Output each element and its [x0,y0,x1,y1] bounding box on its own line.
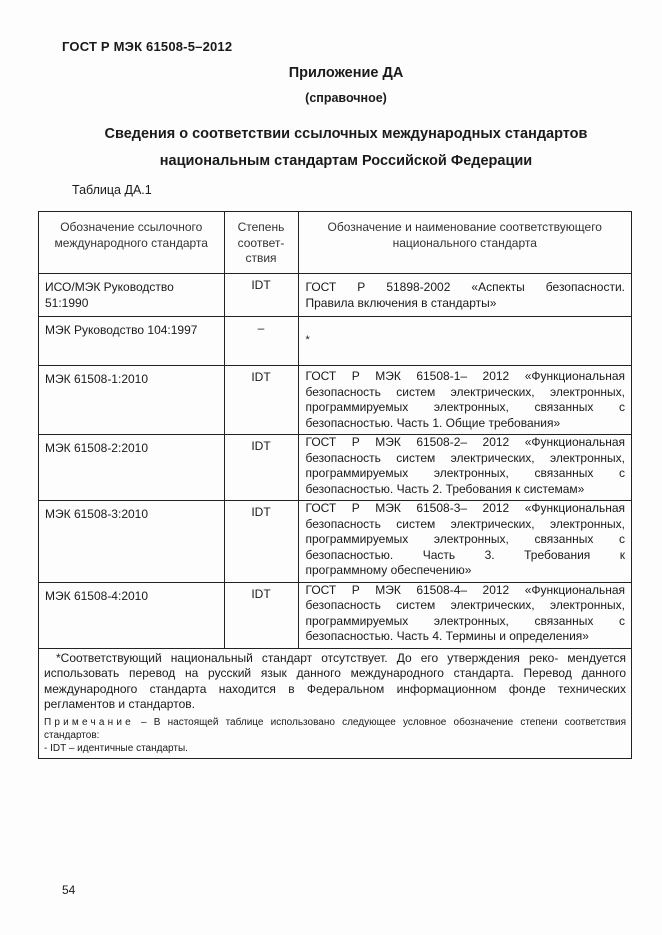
national-line: ГОСТ Р 51898-2002 «Аспекты безопасности. [305,280,625,294]
cell-international: ИСО/МЭК Руководство 51:1990 [39,274,224,317]
cell-national [298,366,631,435]
table-row [39,501,631,583]
note-text: – В настоящей таблице использовано следующее условное обозначение степени соответствия стандартов: [44,716,626,741]
note-item: - IDT – идентичные стандарты. [44,742,188,754]
cell-national [298,274,631,317]
national-line: программируемых электронных, связанных с [305,613,625,628]
document-header: ГОСТ Р МЭК 61508-5–2012 [62,39,233,54]
table-row [39,274,631,317]
standards-table-frame [38,211,632,759]
table-header-row [39,212,631,274]
national-line: безопасность систем электрических, электронных, [305,384,625,399]
national-line: безопасность систем электрических, электронных, [305,598,625,612]
cell-national [298,435,631,501]
cell-international: МЭК 61508-4:2010 [39,582,224,648]
cell-degree: – [224,317,298,366]
cell-international: МЭК 61508-1:2010 [39,366,224,435]
national-line: безопасностью. Часть 1. Общие требования» [305,415,561,430]
national-line: Правила включения в стандарты» [305,295,497,310]
national-line: программируемых электронных, связанных с [305,466,625,480]
appendix-subtitle: (справочное) [305,91,387,105]
table-row [39,366,631,435]
table-caption: Таблица ДА.1 [72,183,152,197]
footnote-cell [39,648,631,758]
table-row [39,435,631,501]
national-line: программируемых электронных, связанных с [305,400,625,414]
standards-table [39,212,631,758]
national-line: безопасностью. Часть 3. Требования к [305,547,625,562]
cell-international: МЭК 61508-2:2010 [39,435,224,501]
national-line: ГОСТ Р МЭК 61508-4– 2012 «Функциональная [305,582,625,597]
cell-degree: IDT [224,366,298,435]
national-line: ГОСТ Р МЭК 61508-1– 2012 «Функциональная [305,369,625,383]
cell-degree: IDT [224,435,298,501]
national-line: безопасность систем электрических, электронных, [305,516,625,531]
table-footnote: *Соответствующий национальный стандарт отсутствует. До его утверждения реко- мендуется использовать перевод на русский язык данного международного стандарта. Перевод данного международного стандарта находится в Федеральном информационном фонде технических регламентов и стандартов. [44,650,626,711]
cell-degree: IDT [224,274,298,317]
cell-international: МЭК 61508-3:2010 [39,501,224,583]
national-line: ГОСТ Р МЭК 61508-2– 2012 «Функциональная [305,435,625,449]
national-line: безопасность систем электрических, электронных, [305,450,625,465]
cell-national [298,582,631,648]
section-title-line-2: национальным стандартам Российской Федерации [159,153,533,169]
column-header-degree: Степень соответ- ствия [224,212,298,274]
national-line: безопасностью. Часть 2. Требования к системам» [305,481,585,496]
cell-degree: IDT [224,501,298,583]
appendix-title: Приложение ДА [288,65,404,81]
table-row [39,317,631,366]
table-row [39,582,631,648]
table-footnote-row [39,648,631,758]
table-note [44,716,626,742]
column-header-international: Обозначение ссылочного международного стандарта [39,212,224,274]
cell-national [298,501,631,583]
cell-degree: IDT [224,582,298,648]
cell-national [298,317,631,366]
national-line: безопасностью. Часть 4. Термины и определения» [305,629,589,643]
missing-standard-asterisk: * [305,334,310,347]
note-label: Примечание [44,716,134,728]
national-line: программному обеспечению» [305,563,472,577]
national-line: программируемых электронных, связанных с [305,532,625,546]
cell-international: МЭК Руководство 104:1997 [39,317,224,366]
column-header-national: Обозначение и наименование соответствующего национального стандарта [298,212,631,274]
section-title-line-1: Сведения о соответствии ссылочных международных стандартов [104,126,588,142]
national-line: ГОСТ Р МЭК 61508-3– 2012 «Функциональная [305,501,625,515]
page-number: 54 [62,883,76,897]
